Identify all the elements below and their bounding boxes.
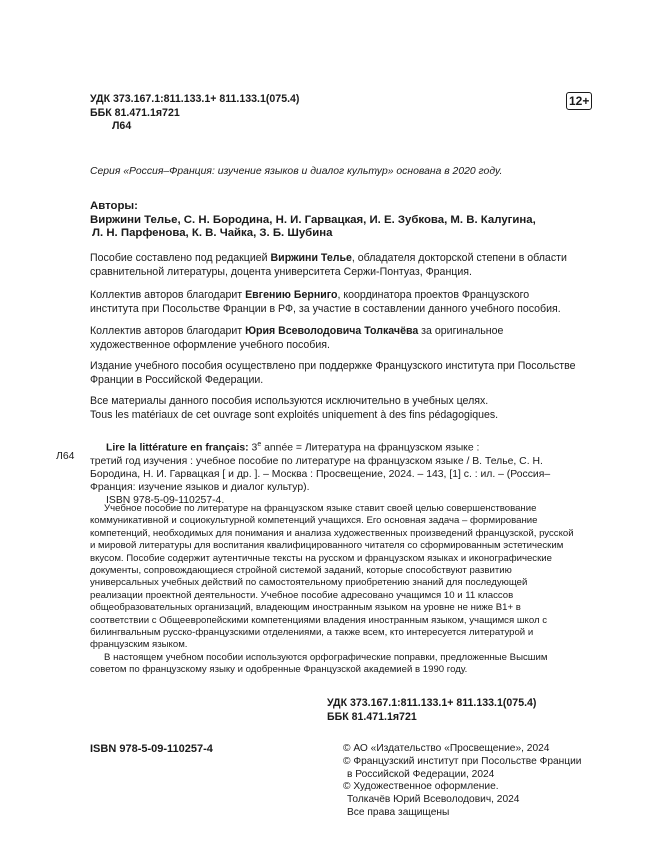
catalog-title-after: année = Литература на французском языке : [261,442,480,454]
copyright-line-3: © Художественное оформление. [343,781,499,793]
authors-line-2: Л. Н. Парфенова, К. В. Чайка, З. Б. Шубина [92,227,333,239]
catalog-body: третий год изучения : учебное пособие по литературе на французском языке / В. Телье, С. Н. Бородина, Н. И. Гарвацкая [ и др. ]. – Москва : Просвещение, 2024. – 143, [1] с. : ил. – (Россия–Франция: изучение языков и диалог культур). [90,455,551,494]
authors-block [90,200,580,241]
udk-header-block [90,93,299,134]
usage-line-fr: Tous les matériaux de cet ouvrage sont exploités uniquement à des fins pédagogiques. [90,408,499,421]
rights-reserved: Все права защищены [347,806,450,818]
catalog-isbn: ISBN 978-5-09-110257-4. [106,495,225,507]
copyright-line-2: © Французский институт при Посольстве Франции [343,755,582,767]
thanks-paragraph-2 [90,325,580,352]
authors-line-1: Виржини Телье, С. Н. Бородина, Н. И. Гарвацкая, И. Е. Зубкова, М. В. Калугина, [90,213,536,226]
catalog-entry [90,438,580,507]
editor-text: Пособие составлено под редакцией [90,252,271,264]
copyright-line-3b: Толкачёв Юрий Всеволодович, 2024 [347,794,520,806]
authors-heading: Авторы: [90,200,138,212]
thanks-name: Евгению Берниго [245,289,338,301]
annotation-paragraph-1: Учебное пособие по литературе на французском языке ставит своей целью совершенствование коммуникативной и социокультурной компетенций учащихся. Его основная задача – формирование компетенций, необходимых для понимания и анализа художественных произведений французской, русской и мировой литературы для воспитания квалифицированного читателя со сформированным эстетическим вкусом. Пособие содержит аутентичные тексты на русском и французском языках и иконографические документы, сопровождающиеся стройной системой заданий, которые способствуют развитию универсальных учебных действий по самостоятельному приобретению знаний для последующей реализации проектной деятельности. Учебное пособие адресовано учащимся 10 и 11 классов общеобразовательных организаций, владеющим иностранным языком на уровне не ниже B1+ в соответствии с Общеевропейскими компетенциями владения иностранным языком, учащимся школ с билингвальным русско-французскими отделениями, а также всем, кто интересуется литературой и французским языком. [90,503,574,651]
thanks-text-2: Коллектив авторов благодарит [90,325,246,337]
catalog-title-sup: e [257,441,262,448]
age-rating-badge: 12+ [566,92,592,110]
udk-footer-block [327,697,536,724]
catalog-title-num: 3 [248,442,258,454]
series-note: Серия «Россия–Франция: изучение языков и диалог культур» основана в 2020 году. [90,166,503,177]
annotation [90,503,580,677]
copyright-line-2b: в Российской Федерации, 2024 [347,768,495,780]
thanks-text-2-rest: за оригинальное художественное оформление учебного пособия. [90,325,504,351]
editor-text-rest: , обладателя докторской степени в области сравнительной литературы, доцента университета Сержи-Понтуаз, Франция. [90,252,567,278]
editor-name: Виржини Телье [270,252,352,264]
thanks-text: Коллектив авторов благодарит [90,289,246,301]
thanks-name-2: Юрия Всеволодовича Толкачёва [245,325,419,337]
author-mark: Л64 [112,120,132,132]
copyright-line-1: © АО «Издательство «Просвещение», 2024 [343,743,550,754]
editor-paragraph [90,252,580,279]
thanks-text-rest: , координатора проектов Французского института при Посольстве Франции в РФ, за участие в составлении данного учебного пособия. [90,289,561,315]
usage-line-ru: Все материалы данного пособия используются исключительно в учебных целях. [90,395,489,407]
bbk-code: ББК 81.471.1я721 [90,106,180,119]
udk-code: УДК 373.167.1:811.133.1+ 811.133.1(075.4) [90,93,300,105]
catalog-title-line [90,438,580,455]
usage-paragraph [90,395,580,422]
annotation-paragraph-2: В настоящем учебном пособии используются орфографические поправки, предложенные Высшим советом по французскому языку и одобренные Французской академией в 1990 году. [90,651,548,676]
support-paragraph: Издание учебного пособия осуществлено при поддержке Французского института при Посольстве Франции в Российской Федерации. [90,360,576,386]
catalog-title-bold: Lire la littérature en français: [106,442,249,454]
bbk-footer-code: ББК 81.471.1я721 [327,710,417,723]
isbn: ISBN 978-5-09-110257-4 [90,743,213,755]
catalog-side-code: Л64 [56,451,75,462]
copyright-block [343,743,603,820]
thanks-paragraph-1 [90,289,580,316]
udk-footer-code: УДК 373.167.1:811.133.1+ 811.133.1(075.4) [327,697,537,709]
